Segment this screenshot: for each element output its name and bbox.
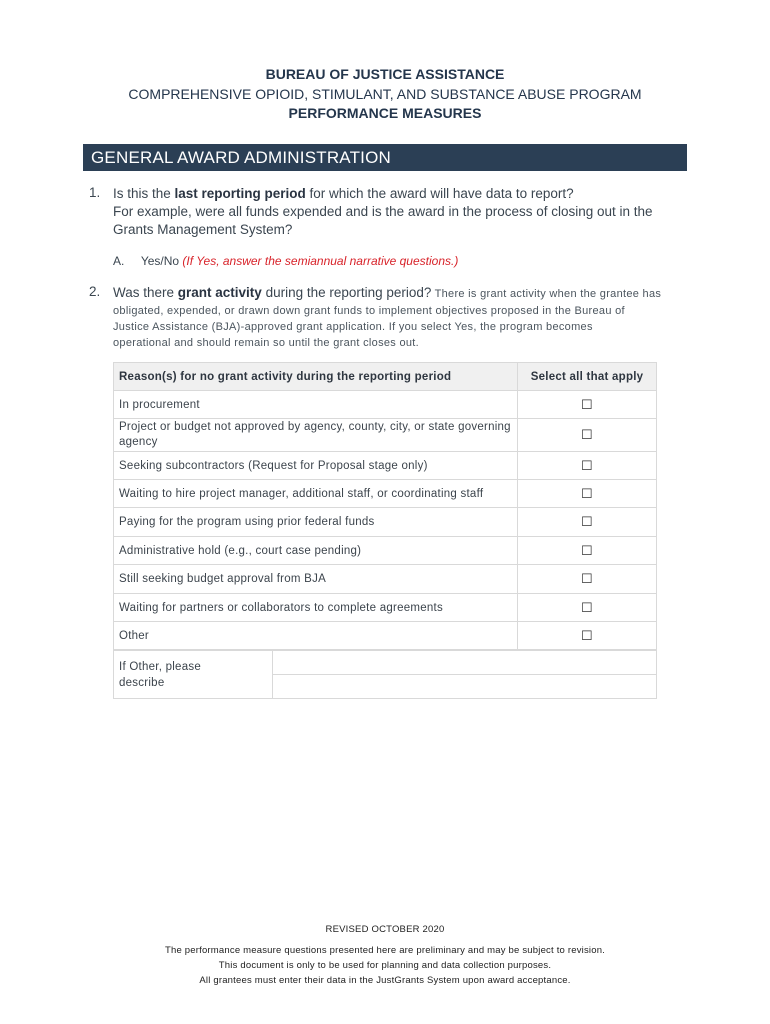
q1-text-line2: For example, were all funds expended and is the award in the process of closing out in the bbox=[113, 204, 653, 219]
header-program: COMPREHENSIVE OPIOID, STIMULANT, AND SUBSTANCE ABUSE PROGRAM bbox=[128, 86, 642, 102]
option-label: Yes/No bbox=[140, 254, 180, 268]
other-describe-field-1[interactable] bbox=[273, 651, 657, 675]
reason-label: Still seeking budget approval from BJA bbox=[114, 565, 518, 594]
reason-label: In procurement bbox=[114, 391, 518, 419]
table-row bbox=[114, 594, 657, 622]
question-1-option bbox=[113, 252, 458, 270]
q2-text-pre: Was there bbox=[113, 285, 178, 300]
footer-note-1: The performance measure questions presented here are preliminary and may be subject to revision. bbox=[164, 945, 606, 956]
q2-desc-2: obligated, expended, or drawn down grant funds to implement objectives proposed in the Bureau of bbox=[113, 305, 625, 317]
question-1-number: 1. bbox=[89, 185, 101, 200]
q1-text-line3: Grants Management System? bbox=[113, 222, 293, 237]
footer-note-3: All grantees must enter their data in the JustGrants System upon award acceptance. bbox=[199, 975, 571, 986]
reason-label: Administrative hold (e.g., court case pending) bbox=[114, 537, 518, 565]
table-row bbox=[114, 480, 657, 508]
footer-note-2: This document is only to be used for planning and data collection purposes. bbox=[218, 960, 552, 971]
q2-desc-4: operational and should remain so until the grant closes out. bbox=[113, 337, 420, 349]
reasons-table bbox=[113, 362, 657, 650]
question-2-number: 2. bbox=[89, 284, 101, 299]
revised-date: REVISED OCTOBER 2020 bbox=[325, 924, 445, 935]
checkbox-other[interactable]: ☐ bbox=[518, 622, 657, 650]
table-row bbox=[114, 391, 657, 419]
header-agency: BUREAU OF JUSTICE ASSISTANCE bbox=[265, 66, 505, 82]
q2-text-bold: grant activity bbox=[177, 285, 262, 300]
table-row bbox=[114, 452, 657, 480]
other-describe-table bbox=[113, 650, 657, 699]
reason-label: Waiting for partners or collaborators to complete agreements bbox=[114, 594, 518, 622]
q1-text-pre: Is this the bbox=[113, 186, 175, 201]
table-row bbox=[114, 508, 657, 537]
reason-label: Paying for the program using prior federal funds bbox=[114, 508, 518, 537]
checkbox-seeking-subcontractors[interactable]: ☐ bbox=[518, 452, 657, 480]
section-header-bar bbox=[83, 144, 687, 171]
checkbox-in-procurement[interactable]: ☐ bbox=[518, 391, 657, 419]
reason-label: Seeking subcontractors (Request for Proposal stage only) bbox=[114, 452, 518, 480]
table-row bbox=[114, 419, 657, 452]
q1-text-post: for which the award will have data to report? bbox=[305, 186, 574, 201]
checkbox-waiting-partners[interactable]: ☐ bbox=[518, 594, 657, 622]
question-1 bbox=[113, 185, 683, 239]
column-header-reason: Reason(s) for no grant activity during the reporting period bbox=[114, 363, 518, 391]
checkbox-prior-federal-funds[interactable]: ☐ bbox=[518, 508, 657, 537]
other-describe-label bbox=[114, 651, 273, 699]
q2-text-post: during the reporting period? bbox=[261, 285, 432, 300]
table-row bbox=[114, 565, 657, 594]
other-row bbox=[114, 651, 657, 675]
option-letter: A. bbox=[113, 254, 125, 268]
q2-desc-3: Justice Assistance (BJA)-approved grant application. If you select Yes, the program becomes bbox=[113, 321, 593, 333]
header-measures: PERFORMANCE MEASURES bbox=[288, 105, 482, 121]
checkbox-not-approved[interactable]: ☐ bbox=[518, 419, 657, 452]
table-row bbox=[114, 537, 657, 565]
checkbox-waiting-to-hire[interactable]: ☐ bbox=[518, 480, 657, 508]
column-header-select: Select all that apply bbox=[518, 363, 657, 391]
section-title: GENERAL AWARD ADMINISTRATION bbox=[91, 148, 391, 167]
other-label-line2: describe bbox=[119, 676, 165, 689]
other-describe-field-2[interactable] bbox=[273, 675, 657, 699]
reason-label: Project or budget not approved by agency, county, city, or state governing agency bbox=[114, 419, 518, 452]
reason-label: Waiting to hire project manager, additional staff, or coordinating staff bbox=[114, 480, 518, 508]
table-row bbox=[114, 622, 657, 650]
option-note: (If Yes, answer the semiannual narrative questions.) bbox=[182, 254, 459, 268]
q1-text-bold: last reporting period bbox=[174, 186, 306, 201]
other-label-line1: If Other, please bbox=[119, 660, 201, 673]
checkbox-administrative-hold[interactable]: ☐ bbox=[518, 537, 657, 565]
reason-label: Other bbox=[114, 622, 518, 650]
table-header-row bbox=[114, 363, 657, 391]
q2-desc-1: There is grant activity when the grantee has bbox=[431, 288, 662, 300]
checkbox-budget-approval[interactable]: ☐ bbox=[518, 565, 657, 594]
question-2 bbox=[113, 284, 693, 351]
